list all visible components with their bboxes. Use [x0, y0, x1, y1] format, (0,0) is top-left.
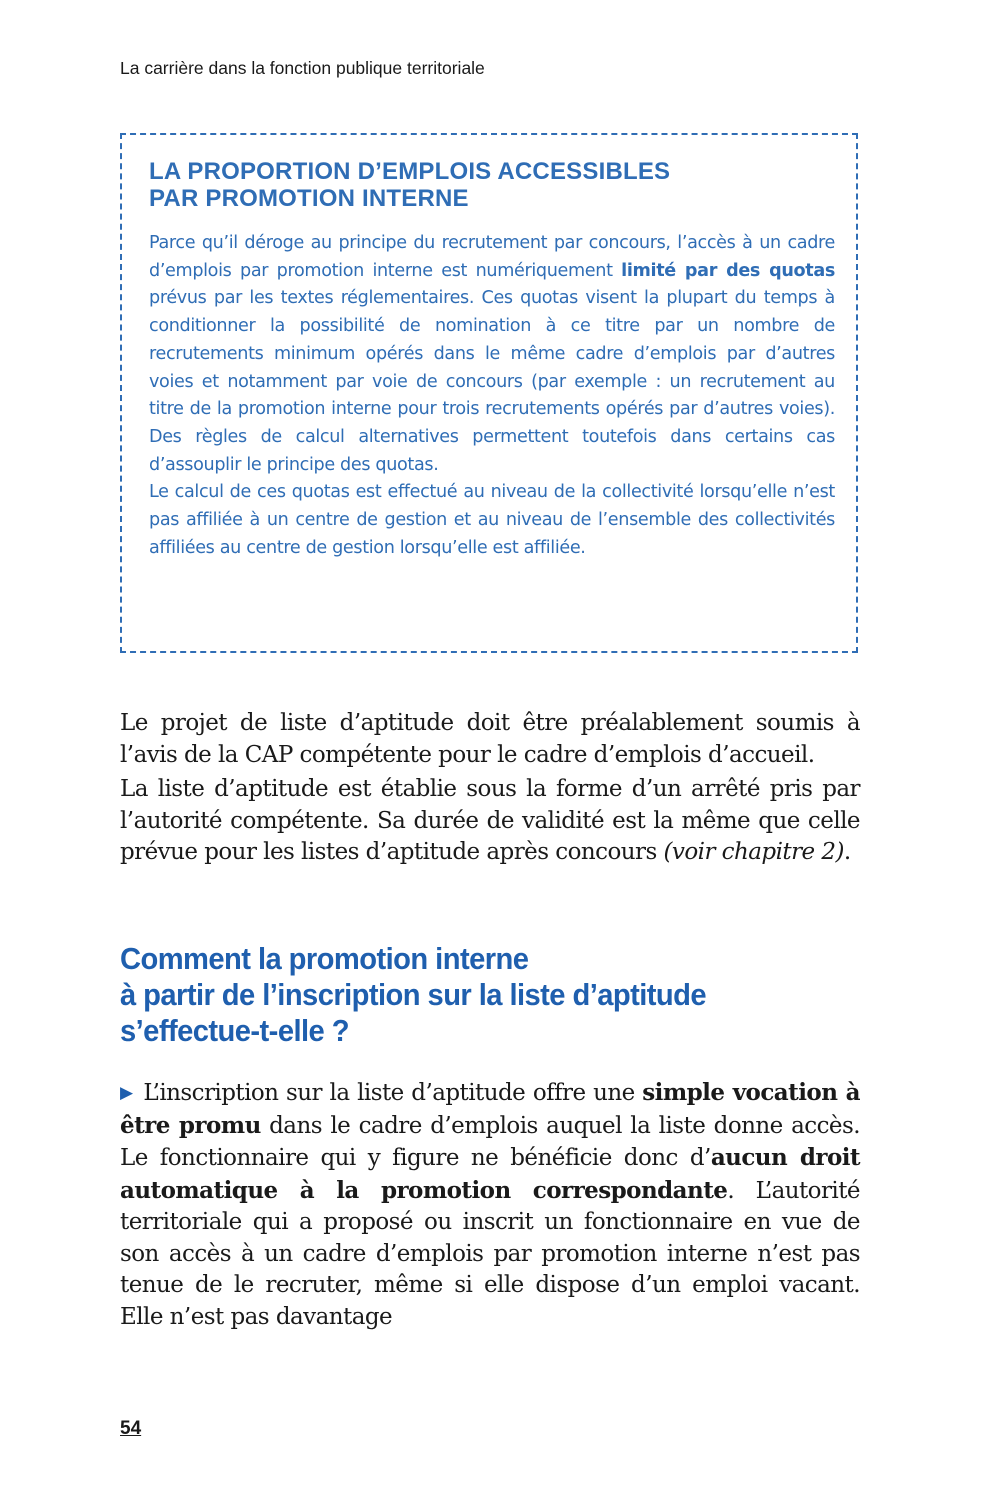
body-paragraph-2	[120, 774, 860, 869]
paragraph-text	[120, 1077, 860, 1333]
info-box-text: Parce qu’il déroge au principe du recrutement par concours, l’accès à un cadre d’emplois par promotion interne est numériquement	[149, 233, 835, 281]
section-heading-line-2: à partir de l’inscription sur la liste d’aptitude	[120, 977, 707, 1012]
body-paragraph-1	[120, 708, 860, 771]
paragraph-text-span: La liste d’aptitude est établie sous la forme d’un arrêté pris par l’autorité compétente. Sa durée de validité est la même que celle prévue pour les listes d’aptitude après concours	[120, 776, 860, 865]
paragraph-text-span: dans le cadre d’emplois auquel la liste donne accès. Le fonctionnaire qui y figure ne bénéficie donc d’	[120, 1112, 860, 1171]
info-box-title-line-2: PAR PROMOTION INTERNE	[149, 185, 469, 212]
info-box	[120, 133, 858, 653]
paragraph-text: Le projet de liste d’aptitude doit être préalablement soumis à l’avis de la CAP compétente pour le cadre d’emplois d’accueil.	[120, 710, 860, 768]
emphasis-no-automatic-right: aucun droit automatique à la promotion correspondante	[120, 1144, 860, 1204]
bullet-arrow-icon: ▶	[120, 1083, 134, 1103]
paragraph-text	[120, 774, 860, 869]
info-box-paragraph-1	[149, 230, 835, 479]
info-box-title	[149, 158, 670, 212]
page-number: 54	[120, 1418, 142, 1439]
section-heading-line-1: Comment la promotion interne	[120, 941, 529, 976]
body-paragraph-3	[120, 1077, 860, 1333]
paragraph-punctuation: .	[843, 839, 851, 865]
info-box-text: prévus par les textes réglementaires. Ces quotas visent la plupart du temps à conditionner la possibilité de nomination à ce titre par un nombre de recrutements minimum opérés dans le même cadre d’emplois par d’autres voies et notamment par voie de concours (par exemple : un recrutement au titre de la promotion interne pour trois recrutements opérés par d’autres voies). Des règles de calcul alternatives permettent toutefois dans certains cas d’assouplir le principe des quotas.	[149, 288, 835, 475]
section-heading	[120, 941, 834, 1049]
paragraph-text-span: . L’autorité territoriale qui a proposé ou inscrit un fonctionnaire en vue de son accès à un cadre d’emplois par promotion interne n’est pas tenue de le recruter, même si elle dispose d’un emploi vacant. Elle n’est pas davantage	[120, 1177, 860, 1330]
chapter-reference: (voir chapitre 2)	[663, 839, 844, 865]
info-box-title-line-1: LA PROPORTION D’EMPLOIS ACCESSIBLES	[149, 158, 671, 185]
info-box-body	[149, 230, 835, 562]
info-box-paragraph-2: Le calcul de ces quotas est effectué au niveau de la collectivité lorsqu’elle n’est pas affiliée à un centre de gestion et au niveau de l’ensemble des collectivités affiliées au centre de gestion lorsqu’elle est affiliée.	[149, 482, 835, 558]
running-header: La carrière dans la fonction publique territoriale	[120, 58, 485, 78]
section-heading-line-3: s’effectue-t-elle ?	[120, 1013, 349, 1048]
info-box-emphasis: limité par des quotas	[621, 260, 835, 281]
emphasis-simple-vocation: simple vocation à être promu	[120, 1079, 860, 1139]
paragraph-text-span: L’inscription sur la liste d’aptitude offre une	[143, 1080, 643, 1106]
